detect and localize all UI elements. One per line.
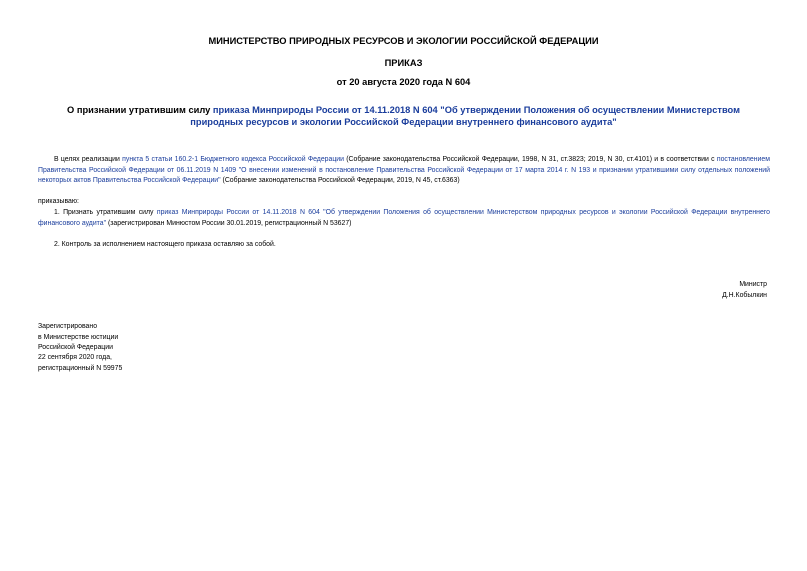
budget-code-link[interactable]: пункта 5 статьи 160.2-1 Бюджетного кодекса Российской Федерации xyxy=(122,156,344,163)
order-item-1 xyxy=(38,208,770,229)
registration-line-5: регистрационный N 59975 xyxy=(38,365,123,372)
item1-text-1: 1. Признать утратившим силу xyxy=(54,209,157,216)
signatory-position: Министр xyxy=(739,281,767,288)
registration-line-2: в Министерстве юстиции xyxy=(38,334,119,341)
order-word: приказываю: xyxy=(38,198,79,205)
title-link[interactable]: приказа Минприроды России от 14.11.2018 N 604 "Об утверждении Положения об осуществлении Министерством природных ресурсов и экологии Российской Федерации внутреннего финансового аудита" xyxy=(190,105,740,127)
revoked-order-link[interactable]: приказ Минприроды России от 14.11.2018 N 604 "Об утверждении Положения об осуществлении Министерством природных ресурсов и экологии Российской Федерации внутреннего финансового аудита" xyxy=(38,209,770,227)
title-prefix: О признании утратившим силу xyxy=(67,105,213,115)
basis-text-2: (Собрание законодательства Российской Федерации, 1998, N 31, ст.3823; 2019, N 30, ст.4101) и в соответствии с xyxy=(343,156,717,163)
item1-text-2: (зарегистрирован Минюстом России 30.01.2019, регистрационный N 53627) xyxy=(106,219,352,227)
signatory-name: Д.Н.Кобылкин xyxy=(722,292,767,299)
basis-text-1: В целях реализации xyxy=(54,156,123,163)
registration-line-3: Российской Федерации xyxy=(38,344,113,351)
registration-line-1: Зарегистрировано xyxy=(38,323,98,330)
basis-paragraph xyxy=(38,155,770,187)
document-type-heading: ПРИКАЗ xyxy=(384,58,423,68)
registration-line-4: 22 сентября 2020 года, xyxy=(38,354,112,361)
order-item-2: 2. Контроль за исполнением настоящего приказа оставляю за собой. xyxy=(54,241,276,248)
government-decree-link[interactable]: постановлением Правительства Российской Федерации от 06.11.2019 N 1409 "О внесении изменений в постановление Правительства Российской Федерации от 17 марта 2014 г. N 193 и признании утратившими силу отдельных положений некоторых актов Правительства Российской Федерации" xyxy=(38,156,770,184)
document-title xyxy=(50,104,757,128)
ministry-heading: МИНИСТЕРСТВО ПРИРОДНЫХ РЕСУРСОВ И ЭКОЛОГИИ РОССИЙСКОЙ ФЕДЕРАЦИИ xyxy=(208,36,599,46)
basis-text-3: (Собрание законодательства Российской Федерации, 2019, N 45, ст.6363) xyxy=(220,177,460,184)
date-number-heading: от 20 августа 2020 года N 604 xyxy=(336,77,471,87)
